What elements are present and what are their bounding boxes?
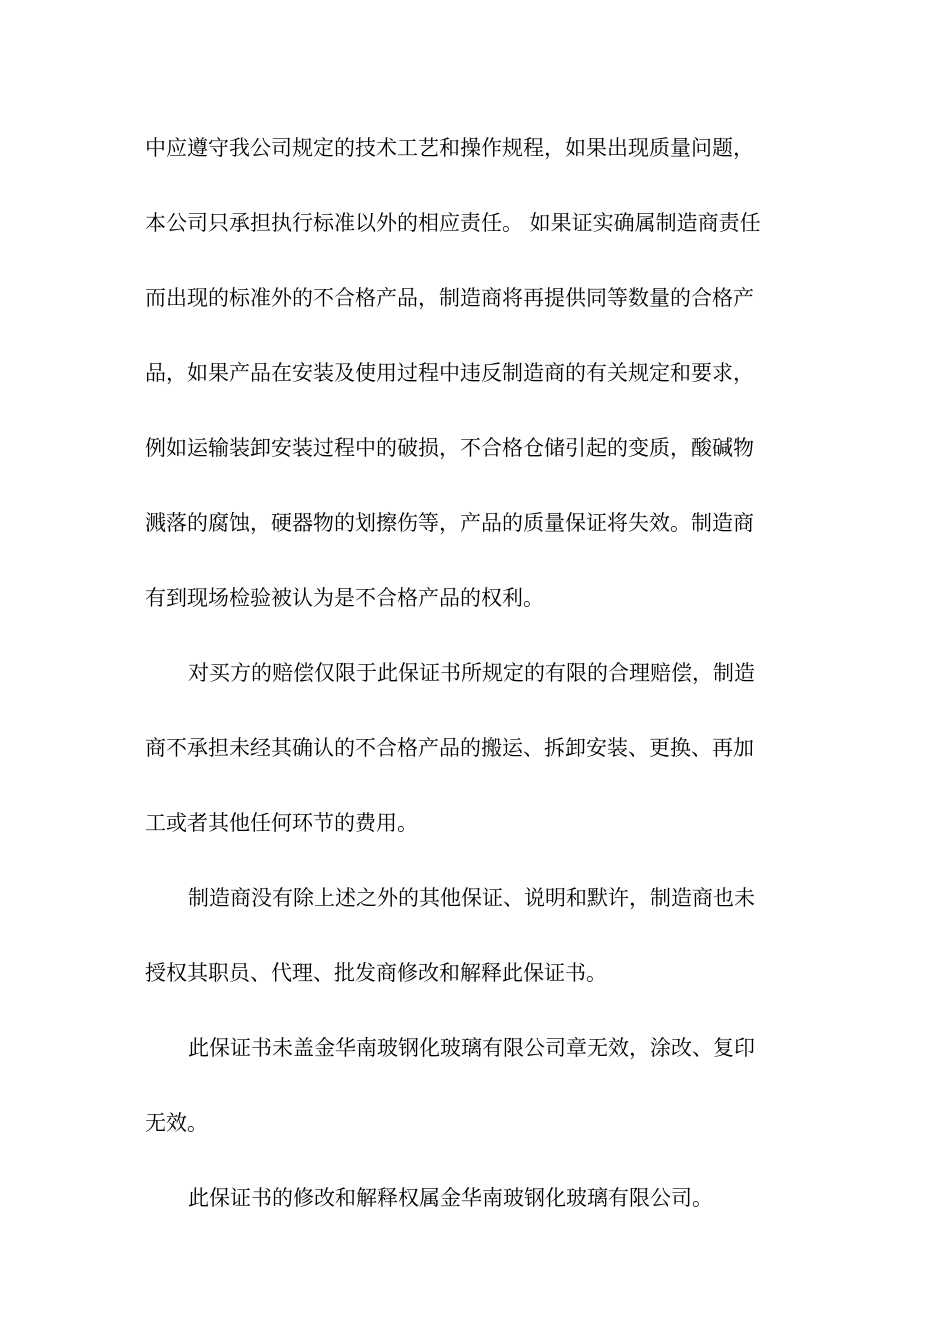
paragraph-first-line: 此保证书的修改和解释权属金华南玻钢化玻璃有限公司。 [188, 1186, 713, 1210]
text-line: 而出现的标准外的不合格产品，制造商将再提供同等数量的合格产 [145, 286, 754, 310]
text-line: 有到现场检验被认为是不合格产品的权利。 [145, 586, 544, 610]
text-line: 无效。 [145, 1111, 208, 1135]
text-line: 本公司只承担执行标准以外的相应责任。 如果证实确属制造商责任 [145, 211, 761, 235]
text-line: 授权其职员、代理、批发商修改和解释此保证书。 [145, 961, 607, 985]
text-line: 中应遵守我公司规定的技术工艺和操作规程，如果出现质量问题， [145, 136, 754, 160]
text-line: 品，如果产品在安装及使用过程中违反制造商的有关规定和要求， [145, 361, 754, 385]
paragraph-first-line: 对买方的赔偿仅限于此保证书所规定的有限的合理赔偿，制造 [188, 661, 755, 685]
text-line: 例如运输装卸安装过程中的破损，不合格仓储引起的变质，酸碱物 [145, 436, 754, 460]
text-line: 工或者其他任何环节的费用。 [145, 811, 418, 835]
paragraph-first-line: 此保证书未盖金华南玻钢化玻璃有限公司章无效，涂改、复印 [188, 1036, 755, 1060]
paragraph-first-line: 制造商没有除上述之外的其他保证、说明和默许，制造商也未 [188, 886, 755, 910]
text-line: 商不承担未经其确认的不合格产品的搬运、拆卸安装、更换、再加 [145, 736, 754, 760]
text-line: 溅落的腐蚀，硬器物的划擦伤等，产品的质量保证将失效。制造商 [145, 511, 754, 535]
